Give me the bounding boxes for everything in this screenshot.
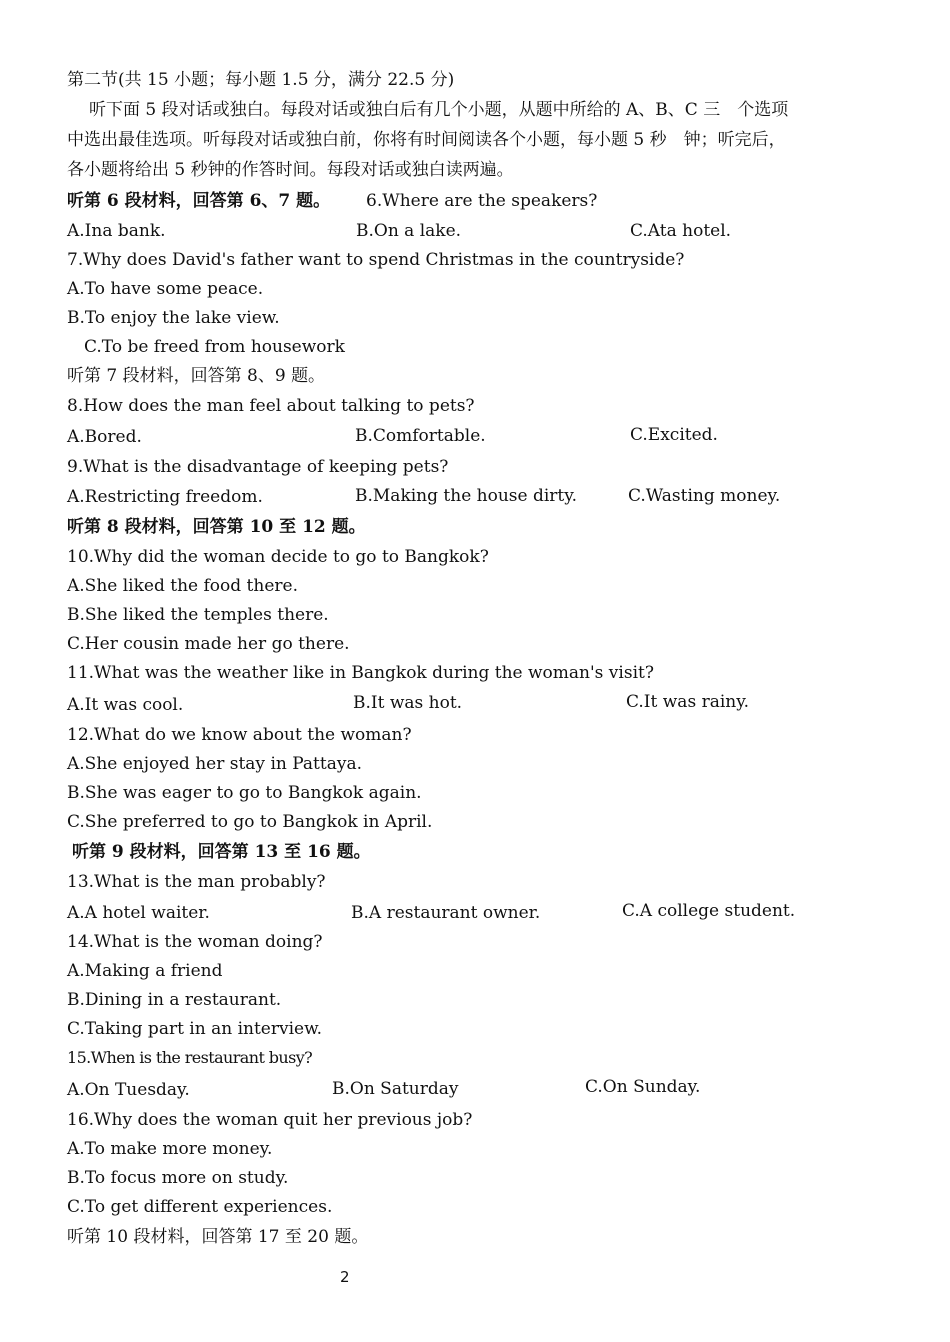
passage-8-header: 听第 8 段材料，回答第 10 至 12 题。 bbox=[67, 517, 366, 537]
q15-option-b: B.On Saturday bbox=[332, 1079, 459, 1099]
q14-stem: 14.What is the woman doing? bbox=[67, 932, 323, 952]
q16-option-b: B.To focus more on study. bbox=[67, 1168, 289, 1188]
instructions-line-1: 听下面 5 段对话或独白。每段对话或独白后有几个小题，从题中所给的 A、B、C 三 个选项 bbox=[89, 100, 789, 120]
q7-stem: 7.Why does David's father want to spend Christmas in the countryside? bbox=[67, 250, 685, 270]
q7-option-c: C.To be freed from housework bbox=[84, 337, 345, 357]
q13-option-a: A.A hotel waiter. bbox=[67, 903, 210, 923]
q9-option-c: C.Wasting money. bbox=[628, 486, 781, 506]
q8-option-b: B.Comfortable. bbox=[355, 426, 486, 446]
q8-option-c: C.Excited. bbox=[630, 425, 718, 445]
passage-6-header: 听第 6 段材料，回答第 6、7 题。 bbox=[67, 191, 331, 211]
q6-option-c: C.Ata hotel. bbox=[630, 221, 732, 241]
q10-stem: 10.Why did the woman decide to go to Bangkok? bbox=[67, 547, 489, 567]
q15-option-c: C.On Sunday. bbox=[585, 1077, 701, 1097]
q11-option-b: B.It was hot. bbox=[353, 693, 463, 713]
q14-option-a: A.Making a friend bbox=[67, 961, 223, 981]
q13-option-c: C.A college student. bbox=[622, 901, 796, 921]
q7-option-a: A.To have some peace. bbox=[67, 279, 264, 299]
q11-stem: 11.What was the weather like in Bangkok during the woman's visit? bbox=[67, 663, 654, 683]
instructions-line-2: 中选出最佳选项。听每段对话或独白前，你将有时间阅读各个小题，每小题 5 秒 钟；听完后， bbox=[67, 130, 786, 150]
q8-stem: 8.How does the man feel about talking to pets? bbox=[67, 396, 475, 416]
q16-option-a: A.To make more money. bbox=[67, 1139, 273, 1159]
q15-stem: 15.When is the restaurant busy? bbox=[67, 1048, 313, 1067]
page-number: 2 bbox=[340, 1268, 350, 1286]
q8-option-a: A.Bored. bbox=[67, 427, 142, 447]
q7-option-b: B.To enjoy the lake view. bbox=[67, 308, 280, 328]
instructions-line-3: 各小题将给出 5 秒钟的作答时间。每段对话或独白读两遍。 bbox=[67, 160, 514, 180]
q9-option-a: A.Restricting freedom. bbox=[67, 487, 263, 507]
q10-option-a: A.She liked the food there. bbox=[67, 576, 298, 596]
q11-option-c: C.It was rainy. bbox=[626, 692, 749, 712]
q14-option-b: B.Dining in a restaurant. bbox=[67, 990, 282, 1010]
q13-stem: 13.What is the man probably? bbox=[67, 872, 326, 892]
q13-option-b: B.A restaurant owner. bbox=[351, 903, 541, 923]
q10-option-b: B.She liked the temples there. bbox=[67, 605, 329, 625]
q12-option-a: A.She enjoyed her stay in Pattaya. bbox=[67, 754, 362, 774]
q12-stem: 12.What do we know about the woman? bbox=[67, 725, 412, 745]
q10-option-c: C.Her cousin made her go there. bbox=[67, 634, 350, 654]
q9-stem: 9.What is the disadvantage of keeping pets? bbox=[67, 457, 449, 477]
q16-stem: 16.Why does the woman quit her previous job? bbox=[67, 1110, 473, 1130]
q6-stem: 6.Where are the speakers? bbox=[366, 191, 598, 211]
q6-option-a: A.Ina bank. bbox=[67, 221, 166, 241]
q12-option-b: B.She was eager to go to Bangkok again. bbox=[67, 783, 422, 803]
q11-option-a: A.It was cool. bbox=[67, 695, 184, 715]
q6-option-b: B.On a lake. bbox=[356, 221, 462, 241]
section-header: 第二节(共 15 小题；每小题 1.5 分，满分 22.5 分) bbox=[67, 70, 455, 90]
passage-7-header: 听第 7 段材料，回答第 8、9 题。 bbox=[67, 366, 326, 386]
q16-option-c: C.To get different experiences. bbox=[67, 1197, 333, 1217]
passage-10-header: 听第 10 段材料，回答第 17 至 20 题。 bbox=[67, 1227, 369, 1247]
passage-9-header: 听第 9 段材料，回答第 13 至 16 题。 bbox=[72, 842, 371, 862]
q14-option-c: C.Taking part in an interview. bbox=[67, 1019, 323, 1039]
q12-option-c: C.She preferred to go to Bangkok in April. bbox=[67, 812, 433, 832]
q9-option-b: B.Making the house dirty. bbox=[355, 486, 578, 506]
q15-option-a: A.On Tuesday. bbox=[67, 1080, 190, 1100]
